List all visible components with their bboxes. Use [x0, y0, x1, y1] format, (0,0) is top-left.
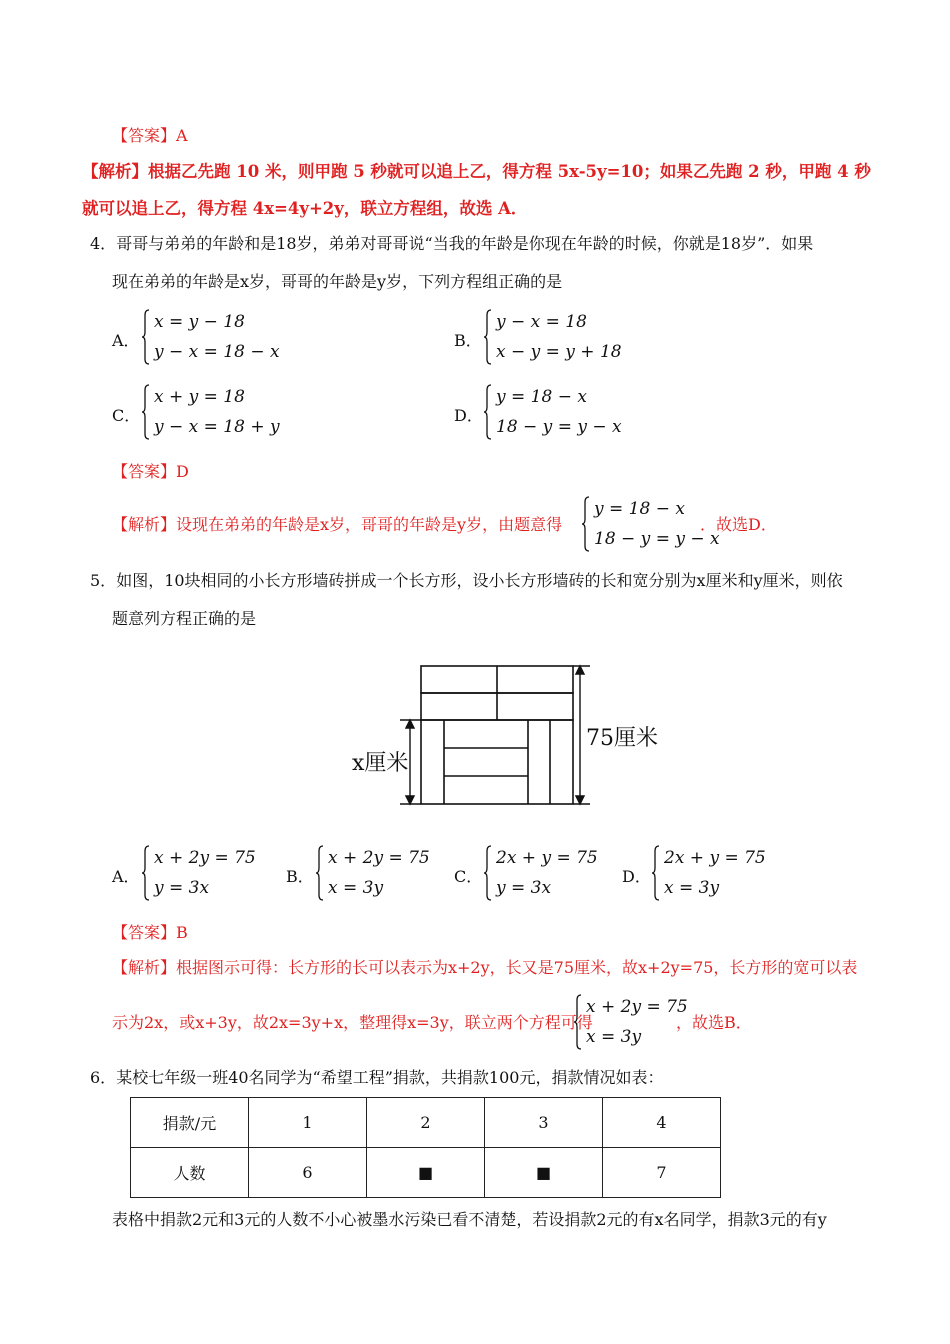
- q5-analysis-system: [574, 994, 688, 1050]
- q5-line2: 题意列方程正确的是: [112, 609, 257, 628]
- q3-analysis-tag: 【解析】: [82, 162, 148, 181]
- q5-analysis-line2: 示为2x，或x+3y，故2x=3y+x，整理得x=3y，联立两个方程可得: [112, 1013, 593, 1032]
- q4-line1: [90, 234, 813, 254]
- brace-icon: [142, 384, 150, 440]
- figure-left-label: x厘米: [352, 751, 409, 776]
- brace-icon: [142, 845, 150, 901]
- q5-a-eq1: x + 2y = 75: [154, 848, 256, 868]
- q5-option-d-system: [652, 845, 766, 901]
- table-cell: 6: [249, 1148, 367, 1198]
- table-cell: 7: [603, 1148, 721, 1198]
- q5-b-eq1: x + 2y = 75: [328, 848, 430, 868]
- q4-text1: 哥哥与弟弟的年龄和是18岁，弟弟对哥哥说“当我的年龄是你现在年龄的时候，你就是18岁”．如果: [116, 234, 814, 253]
- brace-icon: [652, 845, 660, 901]
- q5-option-c-system: [484, 845, 598, 901]
- table-cell: 1: [249, 1098, 367, 1148]
- q4-option-a-system: [142, 309, 280, 365]
- q5-line1: [90, 571, 843, 591]
- q4-line2: 现在弟弟的年龄是x岁，哥哥的年龄是y岁，下列方程组正确的是: [112, 272, 563, 291]
- q4-option-a-label: A．: [112, 331, 140, 350]
- brace-icon: [484, 309, 492, 365]
- q5-answer: 【答案】B: [112, 923, 188, 942]
- table-row: [131, 1148, 721, 1198]
- q5-option-b-label: B．: [286, 867, 314, 886]
- q6-text1: 某校七年级一班40名同学为“希望工程”捐款，共捐款100元，捐款情况如表：: [116, 1068, 664, 1087]
- donation-table: [130, 1097, 721, 1198]
- table-row: [131, 1098, 721, 1148]
- q4-analysis-eq1: y = 18 − x: [594, 499, 685, 519]
- q5-c-eq1: 2x + y = 75: [496, 848, 598, 868]
- q4-c-eq1: x + y = 18: [154, 387, 245, 407]
- q4-option-c-system: [142, 384, 280, 440]
- q5-option-d-label: D．: [622, 867, 651, 886]
- q4-option-b-label: B．: [454, 331, 482, 350]
- q4-answer: 【答案】D: [112, 462, 189, 481]
- q4-option-c-label: C．: [112, 406, 141, 425]
- q4-option-d-label: D．: [454, 406, 483, 425]
- table-cell: 2: [367, 1098, 485, 1148]
- q5-c-eq2: y = 3x: [496, 878, 552, 898]
- q4-option-b-system: [484, 309, 622, 365]
- q4-d-eq1: y = 18 − x: [496, 387, 587, 407]
- q4-c-eq2: y − x = 18 + y: [154, 417, 280, 437]
- q5-option-a-system: [142, 845, 256, 901]
- q4-a-eq2: y − x = 18 − x: [154, 342, 280, 362]
- table-cell: 人数: [131, 1148, 249, 1198]
- brick-wall-figure: [340, 660, 670, 820]
- q6-line1: [90, 1068, 663, 1088]
- q6-number: 6．: [90, 1068, 117, 1087]
- q3-analysis-line2: 就可以追上乙，得方程 4x=4y+2y，联立方程组，故选 A．: [82, 199, 528, 218]
- q4-b-eq1: y − x = 18: [496, 312, 587, 332]
- figure-right-label: 75厘米: [586, 726, 658, 751]
- q5-option-a-label: A．: [112, 867, 140, 886]
- q5-analysis-line1: 【解析】根据图示可得：长方形的长可以表示为x+2y，长又是75厘米，故x+2y=75，长方形的宽可以表: [112, 958, 858, 977]
- q5-option-b-system: [316, 845, 430, 901]
- q4-analysis-eq2: 18 − y = y − x: [594, 529, 720, 549]
- table-cell: 4: [603, 1098, 721, 1148]
- q4-analysis-system: [582, 496, 720, 552]
- q4-option-d-system: [484, 384, 622, 440]
- q5-d-eq2: x = 3y: [664, 878, 720, 898]
- brace-icon: [316, 845, 324, 901]
- q4-a-eq1: x = y − 18: [154, 312, 245, 332]
- q5-a-eq2: y = 3x: [154, 878, 210, 898]
- q5-text1: 如图，10块相同的小长方形墙砖拼成一个长方形，设小长方形墙砖的长和宽分别为x厘米和y厘米，则依: [116, 571, 843, 590]
- brace-icon: [484, 845, 492, 901]
- q4-analysis-end: ．故选D．: [700, 515, 777, 534]
- q5-option-c-label: C．: [454, 867, 483, 886]
- q5-analysis-eq2: x = 3y: [586, 1027, 642, 1047]
- q6-line2: 表格中捐款2元和3元的人数不小心被墨水污染已看不清楚，若设捐款2元的有x名同学，捐款3元的有y: [112, 1210, 827, 1229]
- q5-analysis-eq1: x + 2y = 75: [586, 997, 688, 1017]
- q4-number: 4．: [90, 234, 117, 253]
- q3-answer: 【答案】A: [112, 126, 188, 145]
- brace-icon: [574, 994, 582, 1050]
- brace-icon: [582, 496, 590, 552]
- q5-d-eq1: 2x + y = 75: [664, 848, 766, 868]
- q5-b-eq2: x = 3y: [328, 878, 384, 898]
- q4-analysis-text: 【解析】设现在弟弟的年龄是x岁，哥哥的年龄是y岁，由题意得: [112, 515, 563, 534]
- q3-analysis-text: 根据乙先跑 10 米，则甲跑 5 秒就可以追上乙，得方程 5x-5y=10；如果乙先跑 2 秒，甲跑 4 秒: [148, 162, 871, 181]
- brace-icon: [142, 309, 150, 365]
- q4-b-eq2: x − y = y + 18: [496, 342, 622, 362]
- table-cell: 捐款/元: [131, 1098, 249, 1148]
- brace-icon: [484, 384, 492, 440]
- table-cell: ■: [485, 1148, 603, 1198]
- q5-number: 5．: [90, 571, 117, 590]
- q5-analysis-end: ，故选B．: [676, 1013, 752, 1032]
- q3-analysis-line1: [82, 162, 871, 182]
- table-cell: 3: [485, 1098, 603, 1148]
- q4-d-eq2: 18 − y = y − x: [496, 417, 622, 437]
- table-cell: ■: [367, 1148, 485, 1198]
